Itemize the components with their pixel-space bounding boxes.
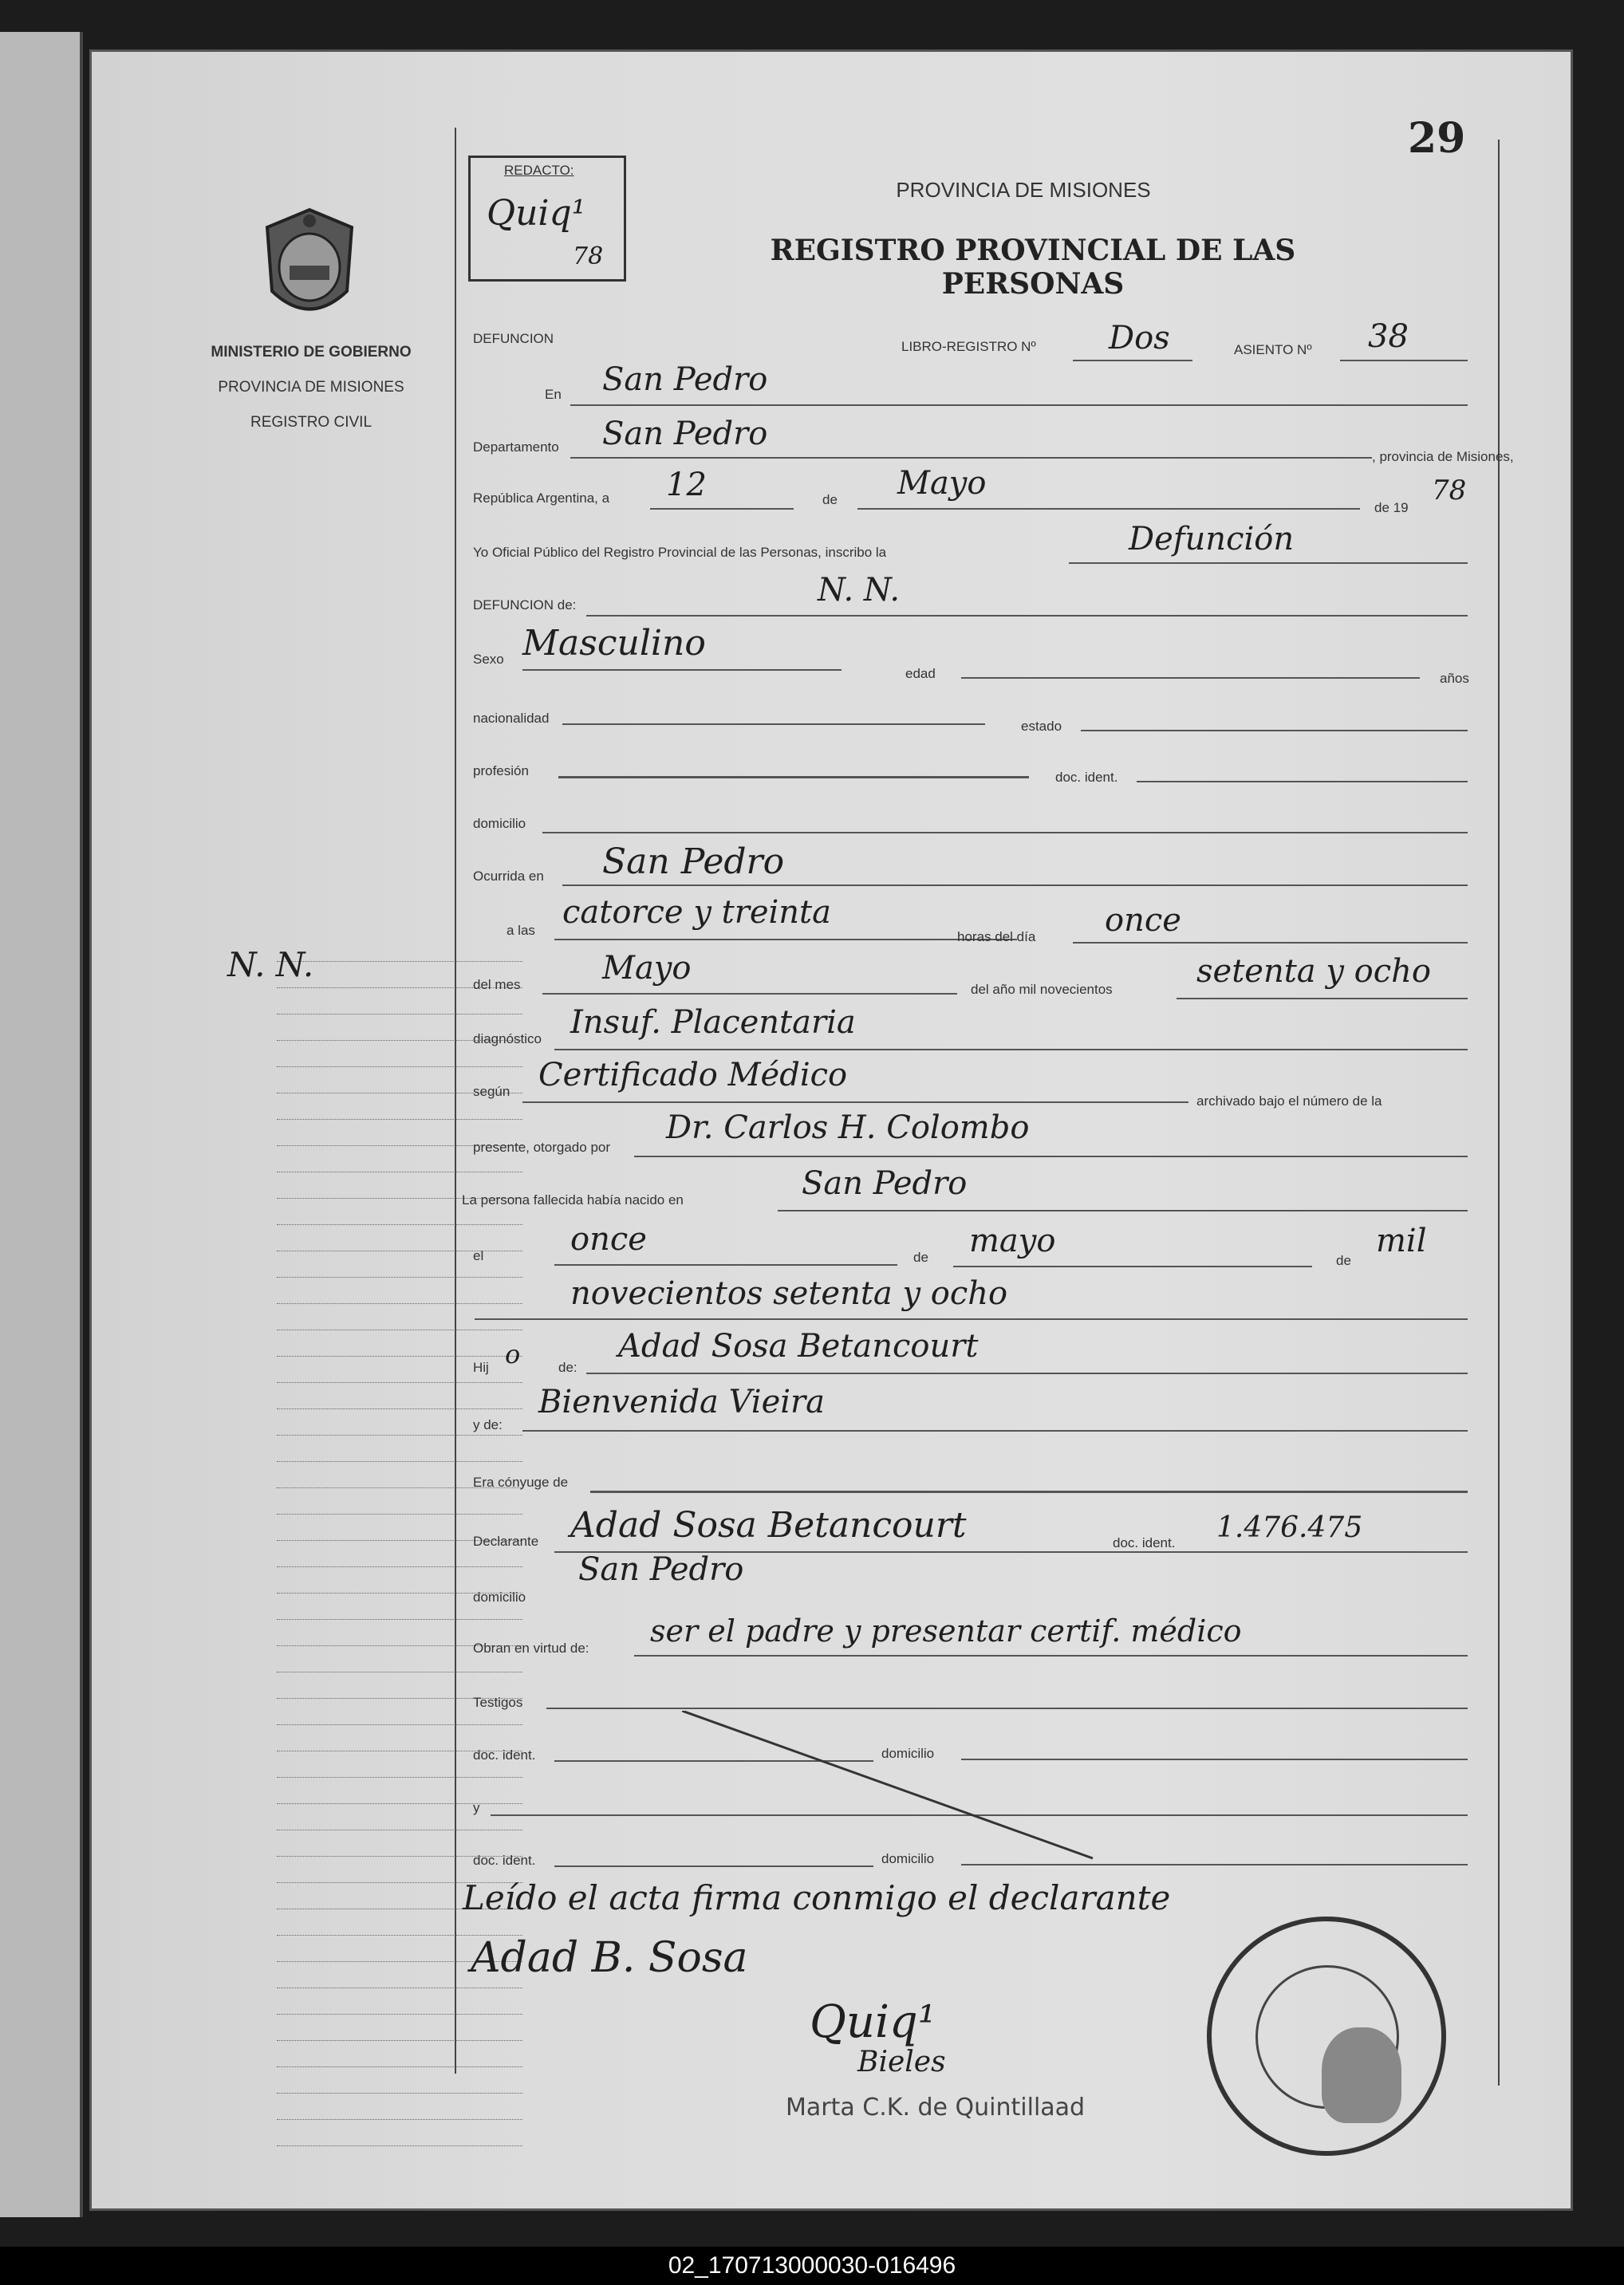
profesion-line — [558, 776, 1029, 778]
oficial-signature-initials: Quiq¹ — [810, 1996, 936, 2048]
mes-value: Mayo — [897, 465, 987, 502]
testigos-label: Testigos — [473, 1695, 523, 1710]
ano-letras-value: setenta y ocho — [1196, 953, 1431, 990]
margin-rule-line — [277, 2014, 522, 2015]
diagnostico-label: diagnóstico — [473, 1031, 542, 1046]
declarante-domicilio-label: domicilio — [473, 1590, 526, 1605]
previous-page-edge — [0, 32, 83, 2217]
margin-rule-line — [277, 1408, 522, 1409]
redacto-label: REDACTO: — [504, 163, 574, 178]
defuncion-label: DEFUNCION — [473, 331, 554, 346]
margin-rule-line — [277, 1566, 522, 1567]
en-label: En — [545, 387, 562, 402]
madre-value: Bienvenida Vieira — [538, 1384, 826, 1420]
padre-value: Adad Sosa Betancourt — [618, 1328, 979, 1365]
ocurrida-en-label: Ocurrida en — [473, 869, 544, 884]
margin-rule-line — [277, 2066, 522, 2067]
nacido-dia-line — [554, 1264, 897, 1266]
testigo-y-label: y — [473, 1800, 480, 1815]
conyuge-label: Era cónyuge de — [473, 1475, 569, 1490]
margin-rule-line — [277, 1724, 522, 1725]
de-label: de — [822, 492, 838, 507]
margin-rule-line — [277, 1303, 522, 1304]
hora-line — [554, 939, 1017, 940]
provincia-label: , provincia de Misiones, — [1372, 449, 1514, 464]
archivado-label: archivado bajo el número de la — [1196, 1093, 1382, 1109]
official-seal — [1207, 1917, 1446, 2156]
hora-value: catorce y treinta — [562, 894, 831, 931]
seal-portrait-icon — [1322, 2027, 1401, 2123]
persona-nacido-label: La persona fallecida había nacido en — [462, 1192, 684, 1208]
nacido-dia-value: once — [570, 1221, 647, 1258]
obran-line — [634, 1655, 1468, 1657]
asiento-label: ASIENTO Nº — [1234, 342, 1312, 357]
margin-rule-line — [277, 1435, 522, 1436]
nacido-ano1-value: mil — [1376, 1223, 1427, 1259]
diagnostico-value: Insuf. Placentaria — [570, 1004, 856, 1041]
margin-rule-line — [277, 961, 522, 962]
declarante-value: Adad Sosa Betancourt — [570, 1505, 967, 1546]
padre-line — [586, 1373, 1468, 1374]
margin-rule-line — [277, 1619, 522, 1620]
en-line — [570, 404, 1468, 406]
domicilio-label: domicilio — [473, 816, 526, 831]
margin-rule-line — [277, 2040, 522, 2041]
form-left-rule — [455, 128, 456, 2074]
margin-rule-line — [277, 1382, 522, 1383]
madre-line — [522, 1430, 1468, 1432]
page-number: 29 — [1408, 114, 1466, 163]
en-value: San Pedro — [602, 361, 768, 398]
margin-rule-line — [277, 1224, 522, 1225]
margin-rule-line — [277, 2145, 522, 2146]
nacido-ano2-value: novecientos setenta y ocho — [570, 1275, 1008, 1312]
margin-rule-line — [277, 1514, 522, 1515]
ocurrida-en-line — [562, 884, 1468, 886]
edad-label: edad — [905, 666, 936, 681]
nacido-mes-value: mayo — [969, 1223, 1056, 1259]
libro-label: LIBRO-REGISTRO Nº — [901, 339, 1036, 354]
declarante-signature: Adad B. Sosa — [471, 1934, 748, 1982]
nacido-en-line — [778, 1210, 1468, 1211]
asiento-value: 38 — [1368, 318, 1409, 355]
margin-rule-line — [277, 1066, 522, 1067]
segun-value: Certificado Médico — [538, 1057, 848, 1093]
header-province: PROVINCIA DE MISIONES — [896, 178, 1151, 202]
redacto-number: 78 — [573, 242, 604, 270]
obran-value: ser el padre y presentar certif. médico — [650, 1613, 1242, 1649]
nombre-value: N. N. — [818, 572, 901, 609]
horas-dia-label: horas del día — [957, 929, 1036, 944]
margin-rule-line — [277, 1119, 522, 1120]
ministry-label: MINISTERIO DE GOBIERNO — [211, 344, 412, 360]
estado-label: estado — [1021, 719, 1062, 734]
sexo-label: Sexo — [473, 652, 504, 667]
mes-letras-value: Mayo — [602, 950, 692, 987]
departamento-label: Departamento — [473, 439, 559, 455]
register-page — [89, 49, 1573, 2211]
hijo-suffix-value: o — [505, 1339, 521, 1369]
defuncion-de-label: DEFUNCION de: — [473, 597, 577, 613]
margin-rule-line — [277, 2093, 522, 2094]
testigo2-doc-line — [554, 1865, 873, 1867]
edad-line — [961, 677, 1420, 679]
inscribe-value: Defunción — [1129, 521, 1295, 557]
margin-note: N. N. — [227, 945, 314, 984]
testigo1-doc-label: doc. ident. — [473, 1747, 536, 1763]
sexo-value: Masculino — [522, 623, 706, 664]
dia-value: 12 — [666, 467, 707, 503]
file-name-bar: 02_170713000030-016496 — [0, 2247, 1624, 2285]
testigo1-domicilio-label: domicilio — [881, 1746, 935, 1761]
declarante-domicilio-value: San Pedro — [578, 1551, 744, 1588]
sexo-line — [522, 669, 842, 671]
doc-ident-line — [1137, 781, 1468, 782]
el-de2-label: de — [1336, 1253, 1351, 1268]
civil-registry-label: REGISTRO CIVIL — [250, 414, 372, 431]
a-las-label: a las — [507, 923, 535, 938]
hij-label: Hij — [473, 1360, 489, 1375]
diagnostico-line — [554, 1049, 1468, 1050]
del-mes-label: del mes — [473, 977, 521, 992]
testigo2-domicilio-label: domicilio — [881, 1851, 935, 1866]
libro-value: Dos — [1109, 320, 1170, 357]
redacto-box — [468, 156, 626, 282]
margin-rule-line — [277, 1803, 522, 1804]
margin-rule-line — [277, 1777, 522, 1778]
margin-rule-line — [277, 2119, 522, 2120]
y-de-label: y de: — [473, 1417, 503, 1432]
asiento-line — [1340, 360, 1468, 361]
testigo2-doc-label: doc. ident. — [473, 1853, 536, 1868]
coat-of-arms-icon — [258, 203, 361, 331]
profesion-label: profesión — [473, 763, 529, 778]
el-label: el — [473, 1248, 484, 1263]
conyuge-line — [590, 1491, 1468, 1493]
testigos-strike — [682, 1711, 1097, 1862]
margin-rule-line — [277, 1277, 522, 1278]
nombre-line — [586, 615, 1468, 617]
departamento-line — [570, 457, 1372, 459]
oficial-signature-sub: Bieles — [857, 2046, 946, 2078]
departamento-value: San Pedro — [602, 416, 768, 452]
testigo2-domicilio-line — [961, 1864, 1468, 1865]
republica-label: República Argentina, a — [473, 490, 610, 506]
oficial-signature-name: Marta C.K. de Quintillaad — [786, 2094, 1086, 2122]
leido-text: Leído el acta firma conmigo el declarante — [463, 1878, 1171, 1917]
el-de-label: de — [913, 1250, 928, 1265]
nacido-en-value: San Pedro — [802, 1165, 968, 1202]
obran-label: Obran en virtud de: — [473, 1641, 589, 1656]
form-right-rule — [1498, 140, 1500, 2086]
declarante-doc-value: 1.476.475 — [1216, 1511, 1363, 1544]
hij-de-label: de: — [558, 1360, 577, 1375]
de19-label: de 19 — [1374, 500, 1409, 515]
header-registry: REGISTRO PROVINCIAL DE LAS PERSONAS — [770, 234, 1296, 301]
official-seal-inner — [1255, 1965, 1399, 2109]
inscribe-line — [1069, 562, 1468, 564]
dia-letras-value: once — [1105, 902, 1181, 939]
declarante-doc-label: doc. ident. — [1113, 1535, 1176, 1550]
dia-line — [650, 508, 794, 510]
anos-label: años — [1440, 671, 1469, 686]
ocurrida-en-value: San Pedro — [602, 841, 785, 882]
margin-rule-line — [277, 1356, 522, 1357]
nacionalidad-line — [562, 723, 985, 725]
margin-rule-line — [277, 1461, 522, 1462]
yo-oficial-label: Yo Oficial Público del Registro Provincial de las Personas, inscribo la — [473, 545, 887, 560]
mes-letras-line — [542, 993, 957, 995]
del-ano-label: del año mil novecientos — [971, 982, 1113, 997]
testigos-line — [546, 1708, 1468, 1709]
segun-label: según — [473, 1084, 510, 1099]
nacionalidad-label: nacionalidad — [473, 711, 550, 726]
mes-line — [857, 508, 1360, 510]
estado-line — [1081, 730, 1468, 731]
declarante-label: Declarante — [473, 1534, 539, 1549]
nacido-mes-line — [953, 1266, 1312, 1267]
doc-ident-label: doc. ident. — [1055, 770, 1118, 785]
nacido-ano2-line — [475, 1318, 1468, 1320]
province-label: PROVINCIA DE MISIONES — [218, 379, 404, 396]
redacto-initials: Quiq¹ — [487, 193, 586, 234]
dia-letras-line — [1073, 942, 1468, 944]
libro-line — [1073, 360, 1192, 361]
ano-letras-line — [1177, 998, 1468, 999]
segun-line — [522, 1101, 1188, 1103]
ano-value: 78 — [1432, 475, 1467, 506]
domicilio-line — [542, 832, 1468, 833]
presente-label: presente, otorgado por — [473, 1140, 611, 1155]
otorgado-line — [634, 1156, 1468, 1157]
otorgado-value: Dr. Carlos H. Colombo — [666, 1109, 1030, 1146]
